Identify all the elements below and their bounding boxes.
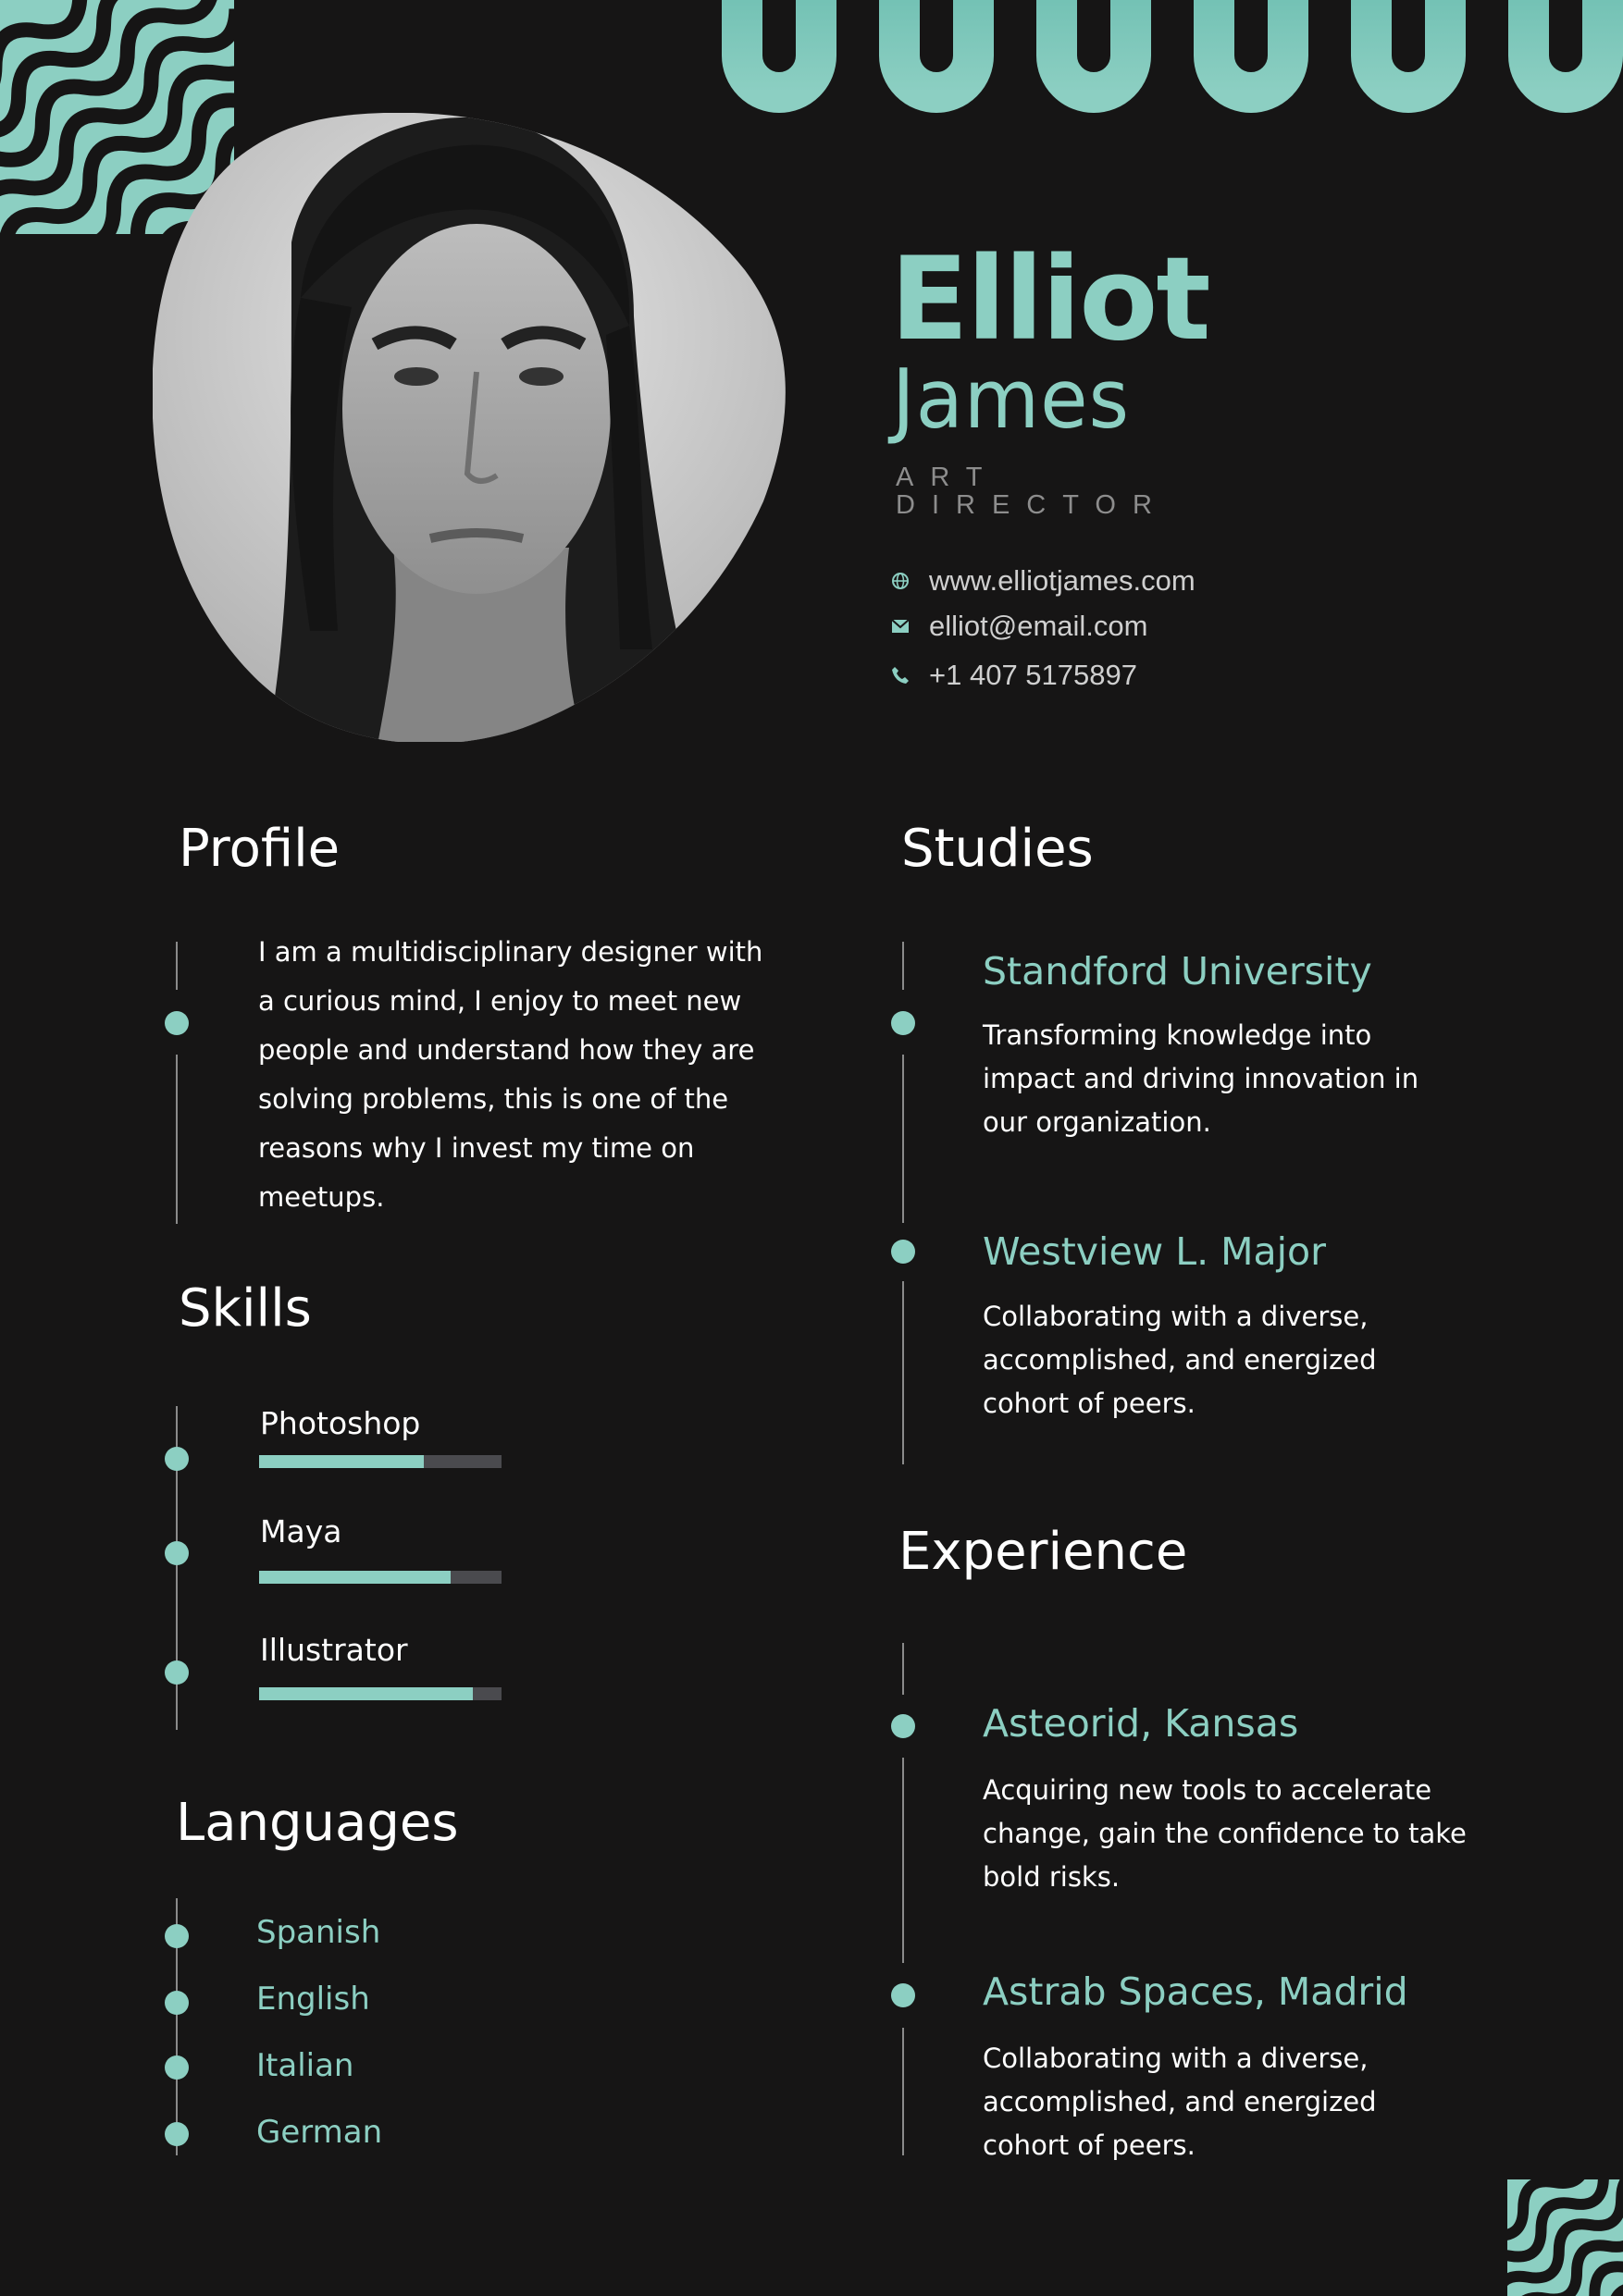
studies-heading: Studies [901, 819, 1094, 879]
experience-line: Acquiring new tools to accelerate [983, 1774, 1432, 1806]
study-line: Transforming knowledge into [983, 1019, 1372, 1051]
studies-dot [891, 1011, 915, 1035]
experience-title: Asteorid, Kansas [983, 1701, 1299, 1746]
study-title: Westview L. Major [983, 1229, 1326, 1274]
profile-line: a curious mind, I enjoy to meet new [258, 985, 742, 1017]
profile-timeline-dot [165, 1011, 189, 1035]
study-line: accomplished, and energized [983, 1344, 1377, 1376]
profile-line: solving problems, this is one of the [258, 1083, 729, 1115]
study-title: Standford University [983, 949, 1372, 994]
experience-timeline-line-top [902, 1643, 904, 1695]
contact-email[interactable] [890, 608, 1147, 645]
language-item: English [256, 1981, 370, 2018]
email-text: elliot@email.com [929, 610, 1148, 642]
first-name: Elliot [890, 233, 1209, 366]
envelope-icon [890, 616, 911, 636]
skills-heading: Skills [179, 1278, 312, 1339]
last-name: James [892, 352, 1131, 447]
profile-line: reasons why I invest my time on [258, 1132, 695, 1164]
skill-label-illustrator: Illustrator [260, 1632, 408, 1668]
experience-title: Astrab Spaces, Madrid [983, 1969, 1408, 2014]
experience-timeline-line-bottom [902, 2028, 904, 2155]
experience-line: change, gain the confidence to take [983, 1818, 1467, 1849]
profile-photo [153, 113, 791, 742]
skill-bar-fill [259, 1455, 424, 1468]
globe-icon [890, 571, 911, 591]
phone-text: +1 407 5175897 [929, 659, 1137, 691]
experience-heading: Experience [898, 1522, 1188, 1582]
study-line: cohort of peers. [983, 1388, 1196, 1419]
studies-dot [891, 1240, 915, 1264]
language-dot [165, 1991, 189, 2015]
studies-timeline-line-mid [902, 1055, 904, 1223]
experience-line: Collaborating with a diverse, [983, 2043, 1369, 2074]
skill-bar-fill [259, 1687, 473, 1700]
experience-line: accomplished, and energized [983, 2086, 1377, 2117]
studies-timeline-line-top [902, 942, 904, 990]
language-dot [165, 2122, 189, 2146]
contact-phone[interactable] [890, 657, 1137, 694]
profile-timeline-line-top [176, 942, 178, 990]
language-item: Spanish [256, 1914, 381, 1951]
skill-bar-maya [259, 1571, 502, 1584]
language-item: Italian [256, 2047, 354, 2084]
profile-line: I am a multidisciplinary designer with [258, 936, 763, 968]
profile-text [258, 928, 762, 1222]
experience-dot [891, 1983, 915, 2007]
experience-description [983, 1769, 1467, 1899]
experience-line: cohort of peers. [983, 2129, 1196, 2161]
language-dot [165, 2055, 189, 2080]
experience-description [983, 2037, 1377, 2167]
study-description [983, 1295, 1377, 1426]
study-line: Collaborating with a diverse, [983, 1301, 1369, 1332]
languages-heading: Languages [176, 1793, 459, 1853]
website-text: www.elliotjames.com [929, 564, 1196, 597]
study-line: impact and driving innovation in [983, 1063, 1419, 1094]
job-title-line-2: DIRECTOR [896, 490, 1169, 520]
decorative-loops-top [722, 0, 1623, 116]
skill-label-maya: Maya [260, 1513, 342, 1549]
job-title-line-1: ART [896, 463, 999, 492]
skill-dot [165, 1447, 189, 1471]
language-item: German [256, 2114, 383, 2151]
skill-bar-fill [259, 1571, 451, 1584]
contact-website[interactable] [890, 562, 1196, 599]
study-line: our organization. [983, 1106, 1211, 1138]
profile-heading: Profile [179, 819, 341, 879]
profile-line: people and understand how they are [258, 1034, 755, 1066]
language-dot [165, 1924, 189, 1948]
phone-icon [890, 665, 911, 685]
skill-bar-photoshop [259, 1455, 502, 1468]
skill-dot [165, 1541, 189, 1565]
skill-label-photoshop: Photoshop [260, 1405, 421, 1441]
skill-dot [165, 1660, 189, 1685]
decorative-wave-pattern-bottom-right [1507, 2179, 1623, 2296]
profile-timeline-line-bottom [176, 1055, 178, 1224]
skill-bar-illustrator [259, 1687, 502, 1700]
experience-line: bold risks. [983, 1861, 1121, 1893]
study-description [983, 1014, 1419, 1144]
profile-line: meetups. [258, 1181, 385, 1213]
studies-timeline-line-bottom [902, 1281, 904, 1464]
experience-dot [891, 1714, 915, 1738]
experience-timeline-line-mid [902, 1758, 904, 1963]
